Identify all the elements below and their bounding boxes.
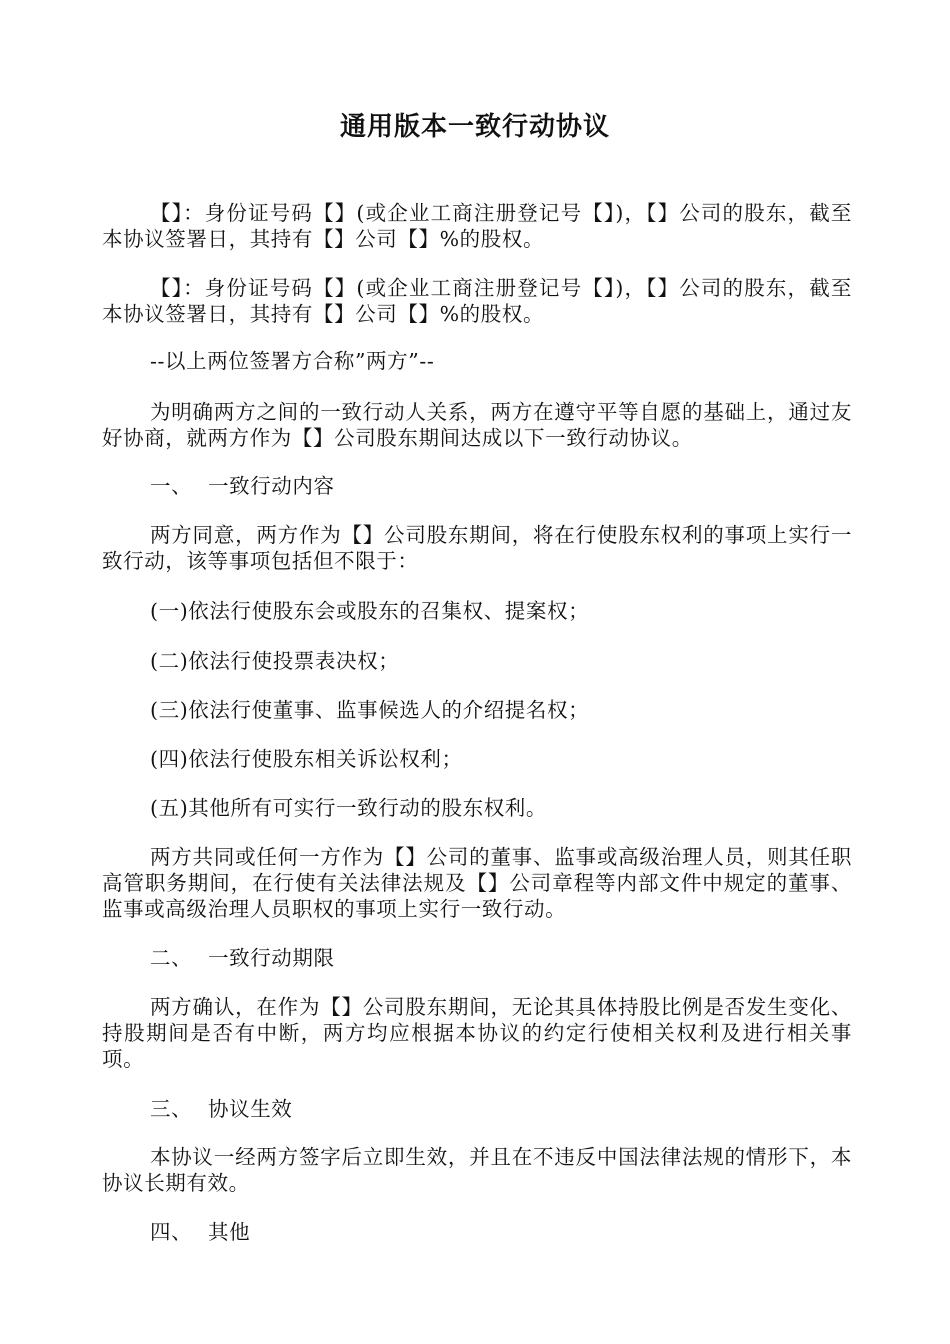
section-1-item-3: (三)依法行使董事、监事候选人的介绍提名权； <box>150 698 590 722</box>
section-1-intro: 两方同意，两方作为【】公司股东期间，将在行使股东权利的事项上实行一致行动，该等事项包括但不限于： <box>102 523 852 573</box>
section-3-number: 三、 <box>150 1097 193 1121</box>
section-4-number: 四、 <box>150 1220 193 1244</box>
section-2-heading <box>150 945 852 971</box>
party-b-paragraph: 【】：身份证号码【】(或企业工商注册登记号【】)，【】公司的股东，截至本协议签署日，其持有【】公司【】%的股权。 <box>102 276 852 326</box>
section-1-item-1: (一)依法行使股东会或股东的召集权、提案权； <box>150 599 590 623</box>
section-4-heading <box>150 1219 852 1245</box>
section-1-item-5: (五)其他所有可实行一致行动的股东权利。 <box>150 796 547 820</box>
section-3-body: 本协议一经两方签字后立即生效，并且在不违反中国法律法规的情形下，本协议长期有效。 <box>102 1145 852 1195</box>
section-2-title: 一致行动期限 <box>208 946 335 970</box>
section-1-item-2: (二)依法行使投票表决权； <box>150 649 400 673</box>
section-1-item-4: (四)依法行使股东相关诉讼权利； <box>150 747 463 771</box>
parties-note: --以上两位签署方合称”两方”-- <box>150 349 435 373</box>
section-2-body: 两方确认，在作为【】公司股东期间，无论其具体持股比例是否发生变化、持股期间是否有中断，两方均应根据本协议的约定行使相关权利及进行相关事项。 <box>102 995 852 1071</box>
document-title: 通用版本一致行动协议 <box>339 112 610 142</box>
party-a-paragraph: 【】：身份证号码【】(或企业工商注册登记号【】)，【】公司的股东，截至本协议签署日，其持有【】公司【】%的股权。 <box>102 201 852 251</box>
preamble-paragraph: 为明确两方之间的一致行动人关系，两方在遵守平等自愿的基础上，通过友好协商，就两方作为【】公司股东期间达成以下一致行动协议。 <box>102 400 852 450</box>
section-2-number: 二、 <box>150 946 193 970</box>
section-3-title: 协议生效 <box>208 1097 293 1121</box>
section-1-title: 一致行动内容 <box>208 474 335 498</box>
section-1-number: 一、 <box>150 474 193 498</box>
section-1-closing: 两方共同或任何一方作为【】公司的董事、监事或高级治理人员，则其任职高管职务期间，在行使有关法律法规及【】公司章程等内部文件中规定的董事、监事或高级治理人员职权的事项上实行一致行动。 <box>102 845 852 921</box>
section-4-title: 其他 <box>208 1220 251 1244</box>
section-3-heading <box>150 1096 852 1122</box>
section-1-heading <box>150 473 852 499</box>
